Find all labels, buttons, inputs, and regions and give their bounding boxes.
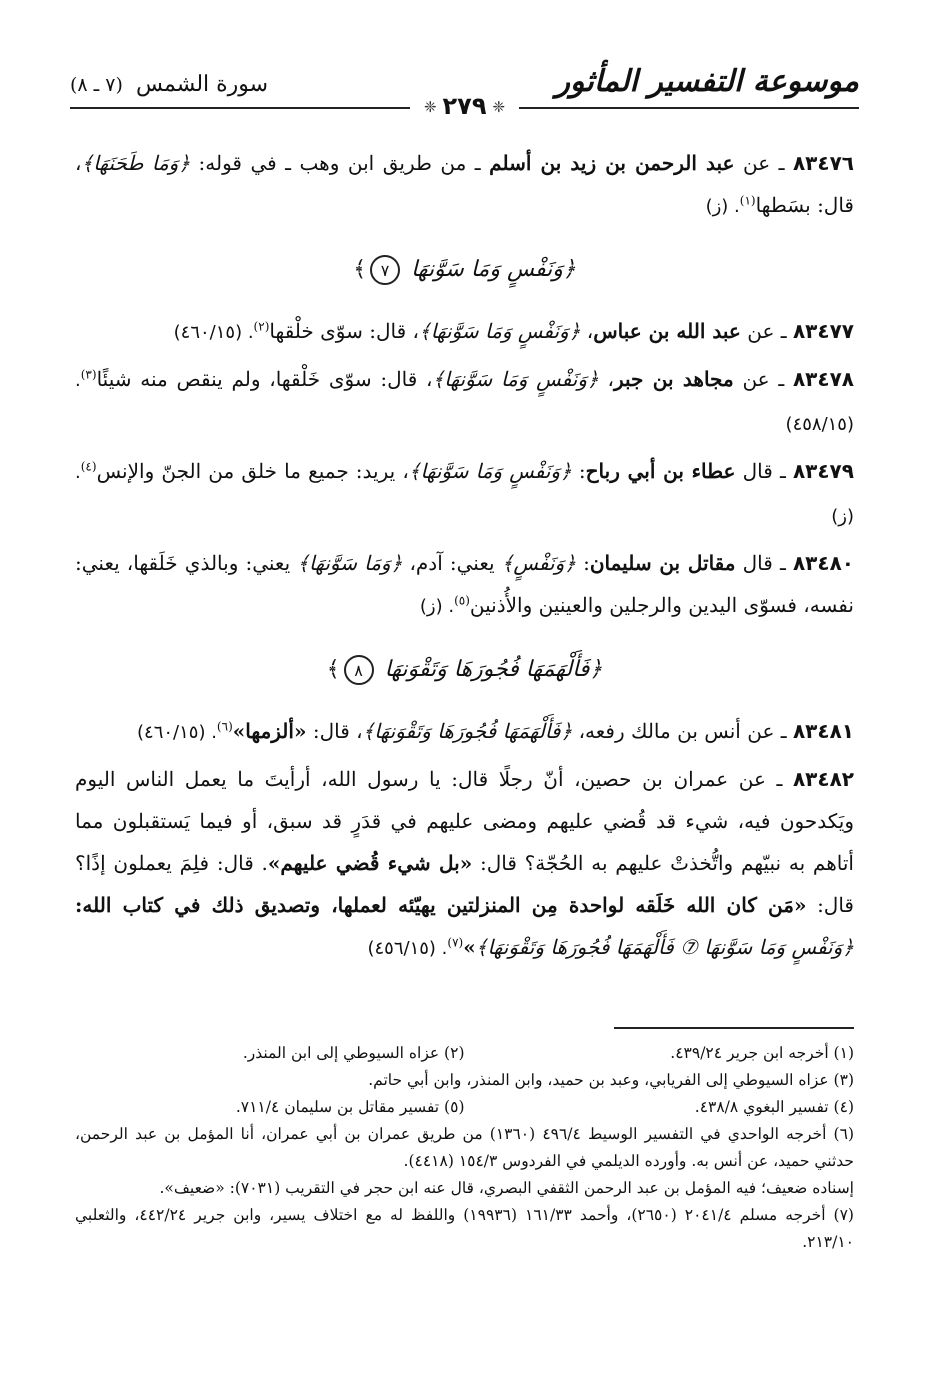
ornament-icon: ❈	[492, 98, 506, 116]
ayah-heading-7	[75, 252, 854, 288]
footnote-ref[interactable]: (٥)	[454, 593, 470, 608]
entry-text: ـ قال	[735, 551, 793, 575]
footnote-7: (٧) أخرجه مسلم ٢٠٤١/٤ (٢٦٥٠)، وأحمد ١٦١/٣٣ (١٩٩٣٦) واللفظ له مع اختلاف يسير، وابن جرير ٤٤٢/٢٤، والثعلبي ٢١٣/١٠.	[75, 1206, 854, 1251]
quran-quote: ﴿وَنَفْسٍ﴾	[501, 551, 576, 575]
footnote-ref[interactable]: (٦)	[216, 719, 233, 734]
entry-text: ـ عن	[733, 367, 793, 391]
footnote-ref[interactable]: (٧)	[447, 935, 464, 950]
page-header	[70, 60, 859, 120]
quran-quote: ﴿وَنَفْسٍ وَمَا سَوَّنهَا﴾	[408, 459, 572, 483]
footnote-ref[interactable]: (١)	[739, 193, 756, 208]
entry-83481	[75, 710, 854, 754]
narrator-name: مجاهد بن جبر	[613, 367, 734, 391]
entry-text: ـ عن	[740, 319, 793, 343]
page-number-group	[418, 92, 511, 120]
source-tag: . (٤٦٠/١٥)	[137, 722, 217, 743]
entry-text: ، قال: بسَطها	[75, 151, 854, 217]
entry-text: ،	[598, 367, 614, 391]
narrator-name: عبد الرحمن بن زيد بن أسلم	[489, 151, 735, 175]
page-number: ٢٧٩	[442, 92, 487, 120]
ayah-number-circle: ٧	[370, 255, 400, 285]
source-tag: . (٤٥٦/١٥)	[367, 938, 448, 959]
ayah-heading-8	[75, 652, 854, 688]
narrator-name: عطاء بن أبي رباح	[585, 459, 736, 483]
footnote-row	[75, 1094, 854, 1121]
entry-text: ـ من طريق ابن وهب ـ في قوله:	[190, 151, 490, 175]
entry-number: ٨٣٤٧٧	[792, 319, 854, 343]
header-rule-left	[70, 107, 410, 109]
footnote-2: (٢) عزاه السيوطي إلى ابن المنذر.	[242, 1044, 465, 1062]
entry-text: ،	[580, 319, 594, 343]
book-title: موسوعة التفسير المأثور	[555, 64, 859, 99]
source-tag: . (٤٥٨/١٥)	[75, 370, 854, 435]
prophetic-saying-close: »	[463, 935, 476, 959]
entry-text: ، قال: سوّى خَلْقها، ولم ينقص منه شيئًا	[96, 367, 433, 391]
ayat-range: (٧ ـ ٨)	[70, 74, 123, 96]
footnote-6-note: إسناده ضعيف؛ فيه المؤمل بن عبد الرحمن الثقفي البصري، قال عنه ابن حجر في التقريب (٧٠٣١): «ضعيف».	[159, 1179, 854, 1197]
narrator-name: مقاتل بن سليمان	[589, 551, 736, 575]
ayah-close-brace: ﴾	[326, 657, 340, 682]
entry-83479	[75, 450, 854, 538]
ayah-close-brace: ﴾	[353, 257, 367, 282]
entry-number: ٨٣٤٧٨	[792, 367, 855, 391]
quran-quote: ﴿وَمَا طَحَنَهَا﴾	[81, 151, 191, 175]
prophetic-saying: «ألزمها»	[232, 719, 307, 743]
entry-text: :	[575, 551, 590, 575]
entry-text: يعني: وبالذي خَلَقها، يعني: نفسه، فسوّى اليدين والرجلين والعينين والأُذنين	[75, 551, 854, 617]
surah-title	[70, 72, 268, 97]
quran-quote: ﴿وَنَفْسٍ وَمَا سَوَّنهَا﴾	[432, 367, 599, 391]
quran-quote: ﴿وَنَفْسٍ وَمَا سَوَّنهَا ⑦ فَأَلْهَمَهَا فُجُورَهَا وَتَقْوَنهَا﴾	[475, 935, 854, 959]
entry-83480	[75, 542, 854, 628]
entry-text: ـ عن	[734, 151, 793, 175]
entry-83477	[75, 310, 854, 354]
surah-name: سورة الشمس	[135, 72, 269, 97]
footnote-ref[interactable]: (٣)	[80, 367, 97, 382]
footnote-ref[interactable]: (٢)	[253, 319, 270, 334]
quran-quote: ﴿وَمَا سَوَّنهَا﴾	[297, 551, 403, 575]
footnote-1: (١) أخرجه ابن جرير ٤٣٩/٢٤.	[670, 1044, 854, 1062]
footnote-3: (٣) عزاه السيوطي إلى الفريابي، وعبد بن حميد، وابن المنذر، وابن أبي حاتم.	[368, 1071, 854, 1089]
entry-text: ـ عن عمران بن حصين، أنّ رجلًا قال: يا رسول الله، أرأيتَ ما يعمل الناس اليوم ويَكدحون فيه، شيء قد قُضي عليهم ومضى عليهم في قدَرٍ قد سبق، أو فيما يَستقبلون مما أتاهم به نبيّهم واتُّخذتْ عليهم به الحُجّة؟ قال:	[75, 767, 854, 875]
prophetic-saying: «بل شيء قُضي عليهم»	[267, 851, 473, 875]
footnote-row	[75, 1040, 854, 1067]
entry-text: ، قال: سوّى خلْقها	[269, 319, 419, 343]
entry-83478	[75, 358, 854, 446]
ayah-number-circle: ٨	[344, 655, 374, 685]
footnote-6: (٦) أخرجه الواحدي في التفسير الوسيط ٤٩٦/٤ (١٣٦٠) من طريق عمران بن أبي عمران، أنا المؤمل بن عبد الرحمن، حدثني حميد، عن أنس به. وأورده الديلمي في الفردوس ١٥٤/٣ (٤٤١٨).	[75, 1125, 854, 1170]
entry-number: ٨٣٤٧٩	[792, 459, 854, 483]
footnote-5: (٥) تفسير مقاتل بن سليمان ٧١١/٤.	[235, 1098, 465, 1116]
entry-83476	[75, 142, 854, 228]
entry-text: ، قال:	[306, 719, 363, 743]
ayah-text: ﴿وَنَفْسٍ وَمَا سَوَّنهَا	[411, 257, 576, 282]
entry-number: ٨٣٤٧٦	[792, 151, 855, 175]
entry-text: . قال: فلِمَ يعملون إذًا؟ قال:	[75, 851, 854, 917]
quran-quote: ﴿فَأَلْهَمَهَا فُجُورَهَا وَتَقْوَنهَا﴾	[362, 719, 573, 743]
ayah-text: ﴿فَأَلْهَمَهَا فُجُورَهَا وَتَقْوَنهَا	[384, 657, 603, 682]
footnote-ref[interactable]: (٤)	[80, 459, 97, 474]
entry-number: ٨٣٤٨٢	[792, 767, 854, 791]
prophetic-saying: «مَن كان الله خَلَقه لواحدة مِن المنزلتين يهيّئه لعملها، وتصديق ذلك في كتاب الله:	[75, 893, 807, 917]
source-tag: . (٤٦٠/١٥)	[173, 322, 254, 343]
entry-83482	[75, 758, 854, 970]
entry-text: ، يريد: جميع ما خلق من الجنّ والإنس	[96, 459, 409, 483]
footnote-4: (٤) تفسير البغوي ٤٣٨/٨.	[694, 1098, 854, 1116]
source-tag: . (ز)	[705, 196, 740, 217]
entry-text: ـ عن أنس بن مالك رفعه،	[572, 719, 793, 743]
source-tag: . (ز)	[75, 462, 854, 527]
entry-text: ـ قال	[735, 459, 793, 483]
source-tag: . (ز)	[419, 596, 455, 617]
entry-number: ٨٣٤٨١	[792, 719, 854, 743]
footnote-separator	[614, 1027, 854, 1029]
narrator-name: عبد الله بن عباس	[593, 319, 741, 343]
entry-text: يعني: آدم،	[402, 551, 502, 575]
ornament-icon: ❈	[423, 98, 437, 116]
footnotes	[75, 1040, 854, 1256]
quran-quote: ﴿وَنَفْسٍ وَمَا سَوَّنهَا﴾	[418, 319, 581, 343]
header-rule-right	[519, 107, 859, 109]
main-content	[75, 142, 854, 974]
entry-number: ٨٣٤٨٠	[792, 551, 854, 575]
entry-text: :	[571, 459, 586, 483]
